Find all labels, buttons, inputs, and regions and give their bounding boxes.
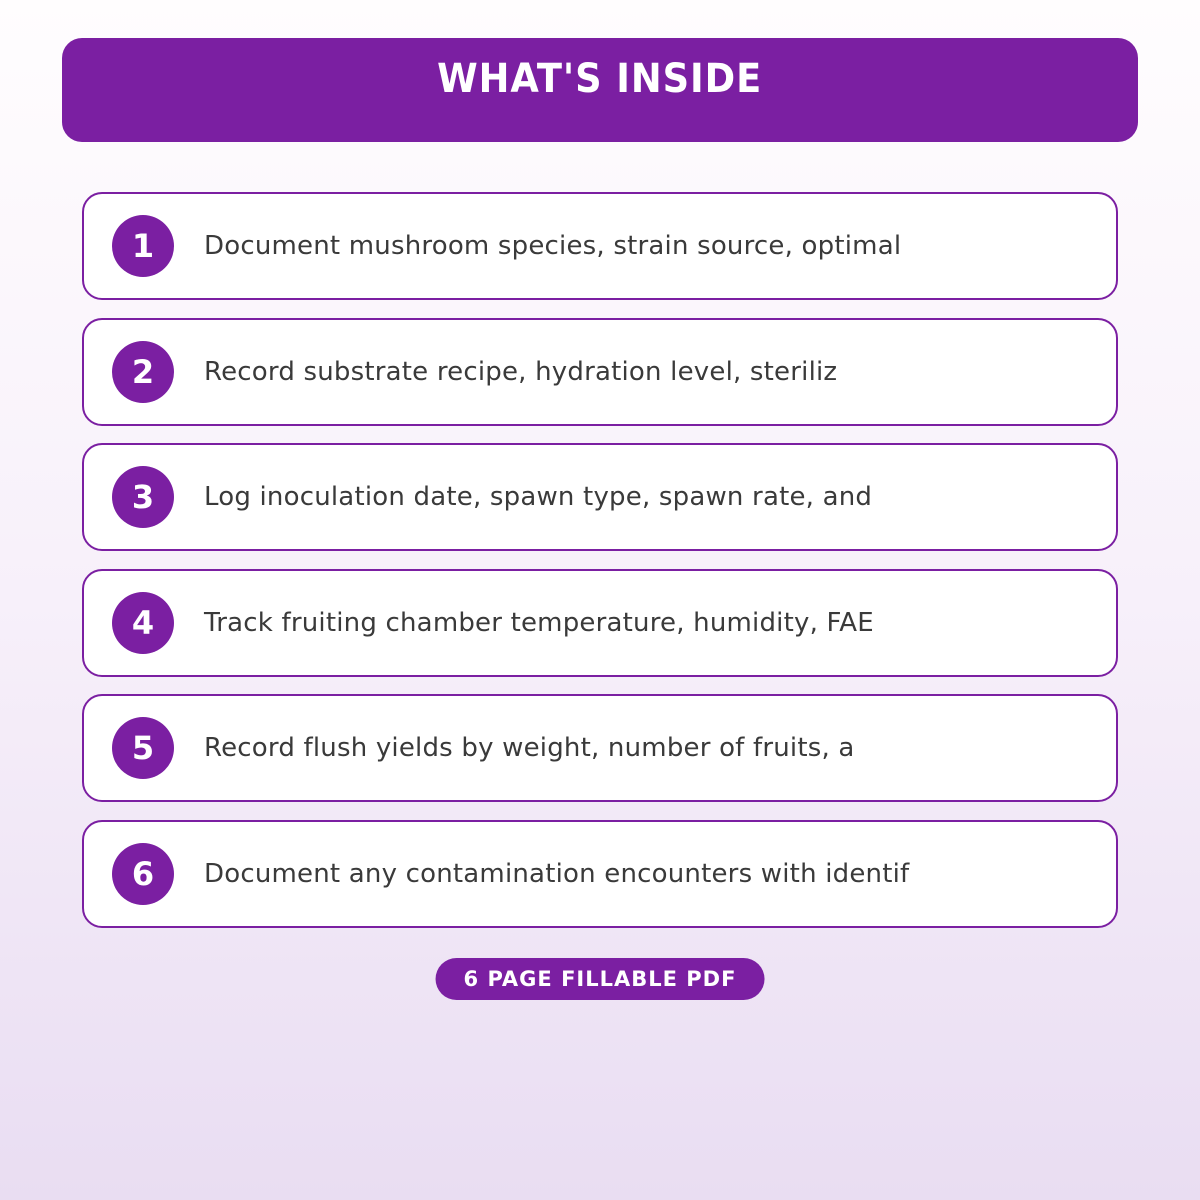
page-count-badge-label: 6 PAGE FILLABLE PDF bbox=[463, 967, 737, 991]
item-number-badge: 3 bbox=[112, 466, 174, 528]
numbered-list bbox=[82, 192, 1118, 945]
item-number-badge: 1 bbox=[112, 215, 174, 277]
item-number-badge: 5 bbox=[112, 717, 174, 779]
header-banner bbox=[62, 38, 1138, 142]
item-text: Document mushroom species, strain source, optimal bbox=[204, 231, 902, 261]
list-item bbox=[82, 443, 1118, 551]
item-text: Log inoculation date, spawn type, spawn rate, and bbox=[204, 482, 873, 512]
item-number-badge: 2 bbox=[112, 341, 174, 403]
list-item bbox=[82, 192, 1118, 300]
item-text: Document any contamination encounters with identif bbox=[204, 858, 910, 889]
item-text: Record substrate recipe, hydration level, steriliz bbox=[204, 356, 838, 387]
item-text: Record flush yields by weight, number of fruits, a bbox=[204, 733, 855, 763]
page-title: WHAT'S INSIDE bbox=[437, 56, 763, 102]
list-item bbox=[82, 318, 1118, 426]
item-number-badge: 6 bbox=[112, 843, 174, 905]
page-count-badge bbox=[436, 958, 765, 1000]
item-text: Track fruiting chamber temperature, humidity, FAE bbox=[204, 607, 874, 638]
item-number-badge: 4 bbox=[112, 592, 174, 654]
list-item bbox=[82, 820, 1118, 928]
list-item bbox=[82, 694, 1118, 802]
list-item bbox=[82, 569, 1118, 677]
